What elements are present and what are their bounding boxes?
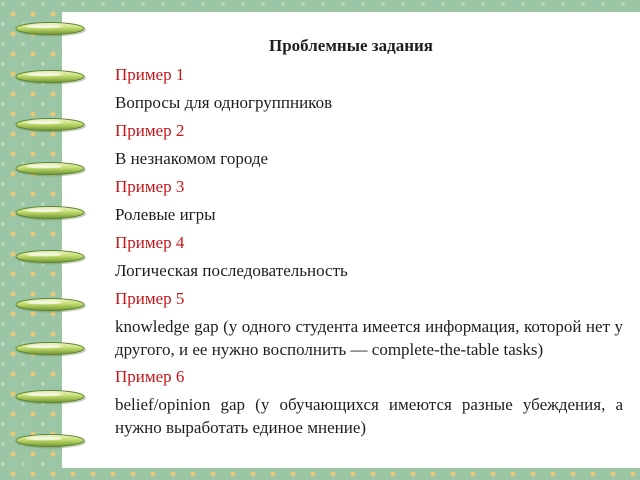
examples-list — [115, 64, 623, 444]
ring-icon — [14, 340, 88, 358]
example-6-text: belief/opinion gap (у обучающихся имеются разные убеждения, а нужно выработать единое мнение) — [115, 395, 623, 437]
ring-icon — [14, 248, 88, 266]
example-1-text: Вопросы для одногруппников — [115, 93, 333, 112]
example-2-text: В незнакомом городе — [115, 149, 269, 168]
ring-icon — [14, 204, 88, 222]
example-1-label: Пример 1 — [115, 65, 185, 84]
example-3-label: Пример 3 — [115, 177, 185, 196]
slide-page — [62, 12, 640, 468]
ring-icon — [14, 160, 88, 178]
ring-icon — [14, 432, 88, 450]
binder-rings — [14, 0, 94, 480]
example-5-text: knowledge gap (у одного студента имеется информация, которой нет у другого, и ее нужно восполнить — complete-the-table tasks) — [115, 317, 623, 359]
ring-icon — [14, 116, 88, 134]
ring-icon — [14, 68, 88, 86]
example-4-text: Логическая последовательность — [115, 261, 348, 280]
ring-icon — [14, 20, 88, 38]
ring-icon — [14, 296, 88, 314]
example-2-label: Пример 2 — [115, 121, 185, 140]
slide-title: Проблемные задания — [269, 36, 433, 55]
example-5-label: Пример 5 — [115, 289, 185, 308]
example-4-label: Пример 4 — [115, 233, 185, 252]
ring-icon — [14, 388, 88, 406]
example-6-label: Пример 6 — [115, 367, 185, 386]
example-3-text: Ролевые игры — [115, 205, 216, 224]
